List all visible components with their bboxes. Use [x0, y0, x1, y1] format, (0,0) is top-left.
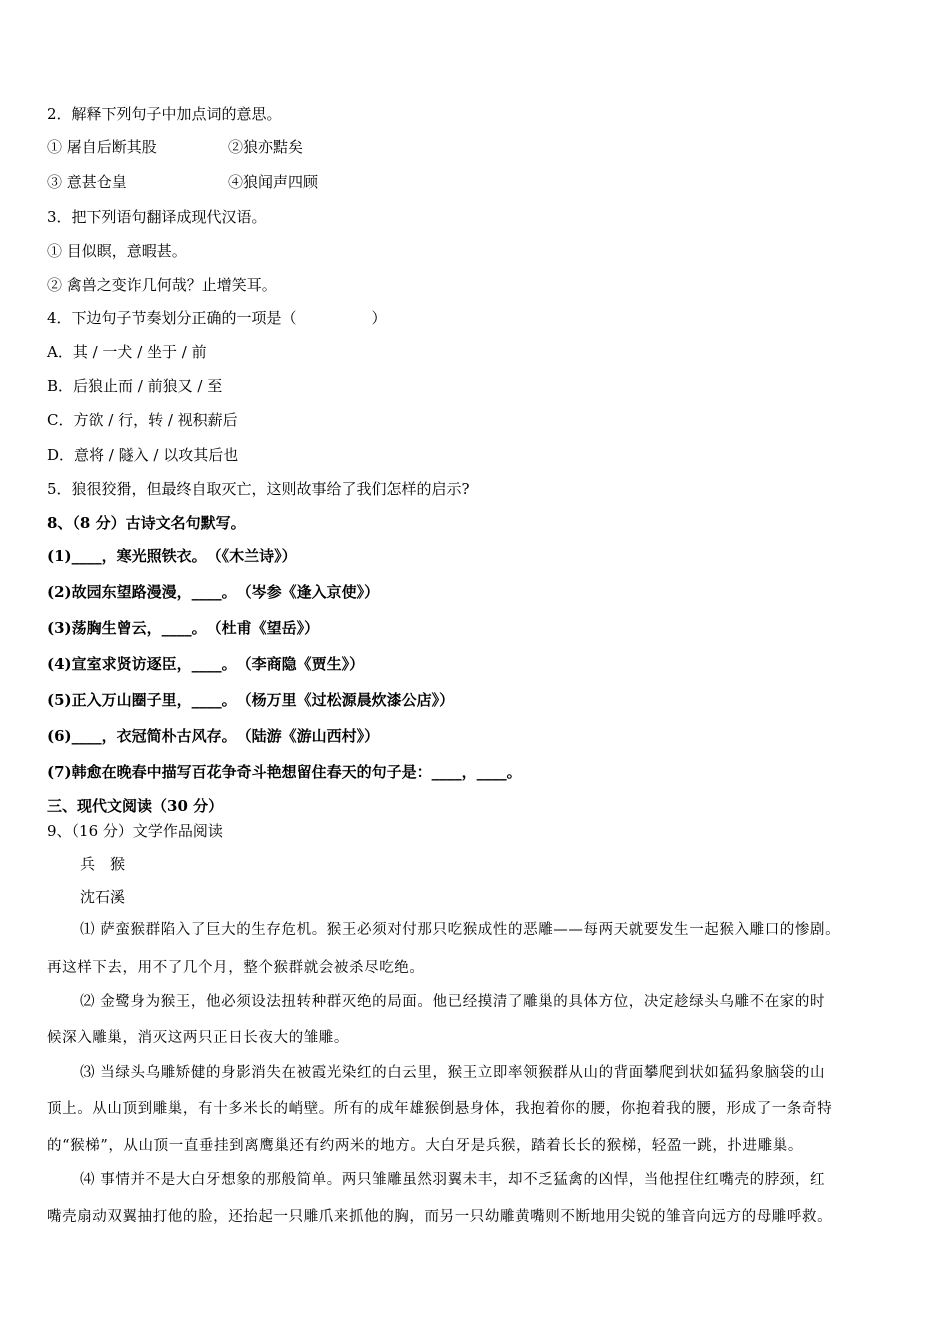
question-2-item-2: ②狼亦黠矣 — [228, 138, 304, 156]
question-8-item-4: (4)宣室求贤访逐臣，____。 （李商隐《贾生》） — [47, 655, 365, 673]
question-9-header: 9、（16 分）文学作品阅读 — [47, 822, 223, 840]
question-5-stem: 5．狼很狡猾，但最终自取灭亡，这则故事给了我们怎样的启示? — [47, 480, 470, 498]
question-2-item-1: ① 屠自后断其股 — [47, 138, 157, 156]
article-paragraph-4-line-1: ⑷ 事情并不是大白牙想象的那般简单。两只雏雕虽然羽翼未丰，却不乏猛禽的凶悍，当他捏住红嘴壳的脖颈，红 — [80, 1172, 826, 1188]
question-4-stem: 4．下边句子节奏划分正确的一项是（ ） — [47, 309, 387, 327]
question-8-header: 8、（8 分）古诗文名句默写。 — [47, 514, 246, 532]
question-4-option-d: D．意将 / 隧入 / 以攻其后也 — [47, 446, 239, 464]
question-4-option-c: C．方欲 / 行，转 / 视积薪后 — [47, 411, 238, 429]
question-8-item-1: (1)____，寒光照铁衣。 （《木兰诗》） — [47, 547, 297, 565]
question-2-item-3: ③ 意甚仓皇 — [47, 173, 127, 191]
question-4-option-a: A．其 / 一犬 / 坐于 / 前 — [47, 343, 207, 361]
article-paragraph-3-line-3: 的“猴梯”，从山顶一直垂挂到离鹰巢还有约两米的地方。大白牙是兵猴，踏着长长的猴梯，轻盈一跳，扑进雕巢。 — [47, 1138, 803, 1154]
question-2-stem: 2．解释下列句子中加点词的意思。 — [47, 105, 282, 123]
article-paragraph-2-line-1: ⑵ 金鹭身为猴王，他必须设法扭转种群灭绝的局面。他已经摸清了雕巢的具体方位，决定趁绿头乌雕不在家的时 — [80, 994, 826, 1010]
article-paragraph-2-line-2: 候深入雕巢，消灭这两只正日长夜大的雏雕。 — [47, 1030, 349, 1046]
article-paragraph-4-line-2: 嘴壳扇动双翼抽打他的脸，还抬起一只雕爪来抓他的胸，而另一只幼雕黄嘴则不断地用尖锐的雏音向远方的母雕呼救。 — [47, 1209, 833, 1225]
question-8-item-6: (6)____，衣冠简朴古风存。 （陆游《游山西村》） — [47, 727, 380, 745]
article-author: 沈石溪 — [80, 888, 126, 906]
question-8-item-3: (3)荡胸生曾云，____。 （杜甫《望岳》） — [47, 619, 320, 637]
article-paragraph-1-line-2: 再这样下去，用不了几个月，整个猴群就会被杀尽吃绝。 — [47, 960, 425, 976]
question-3-stem: 3．把下列语句翻译成现代汉语。 — [47, 208, 267, 226]
article-paragraph-3-line-2: 顶上。从山顶到雕巢，有十多米长的峭壁。所有的成年雄猴倒悬身体，我抱着你的腰，你抱着我的腰，形成了一条奇特 — [47, 1101, 833, 1117]
question-2-item-4: ④狼闻声四顾 — [228, 173, 319, 191]
question-8-item-7: (7)韩愈在晚春中描写百花争奇斗艳想留住春天的句子是：____，____。 — [47, 763, 522, 781]
question-4-option-b: B．后狼止而 / 前狼又 / 至 — [47, 377, 223, 395]
section-3-title: 三、现代文阅读（30 分） — [47, 797, 224, 815]
question-8-item-5: (5)正入万山圈子里，____。 （杨万里《过松源晨炊漆公店》） — [47, 691, 455, 709]
question-3-item-2: ② 禽兽之变诈几何哉？止增笑耳。 — [47, 276, 277, 294]
article-paragraph-3-line-1: ⑶ 当绿头乌雕矫健的身影消失在被霞光染红的白云里，猴王立即率领猴群从山的背面攀爬到状如猛犸象脑袋的山 — [80, 1065, 826, 1081]
article-paragraph-1-line-1: ⑴ 萨蛮猴群陷入了巨大的生存危机。猴王必须对付那只吃猴成性的恶雕——每两天就要发生一起猴入雕口的惨剧。 — [80, 922, 841, 938]
question-8-item-2: (2)故园东望路漫漫，____。 （岑参《逢入京使》） — [47, 583, 380, 601]
article-title: 兵 猴 — [80, 855, 126, 873]
question-3-item-1: ① 目似瞑，意暇甚。 — [47, 242, 187, 260]
